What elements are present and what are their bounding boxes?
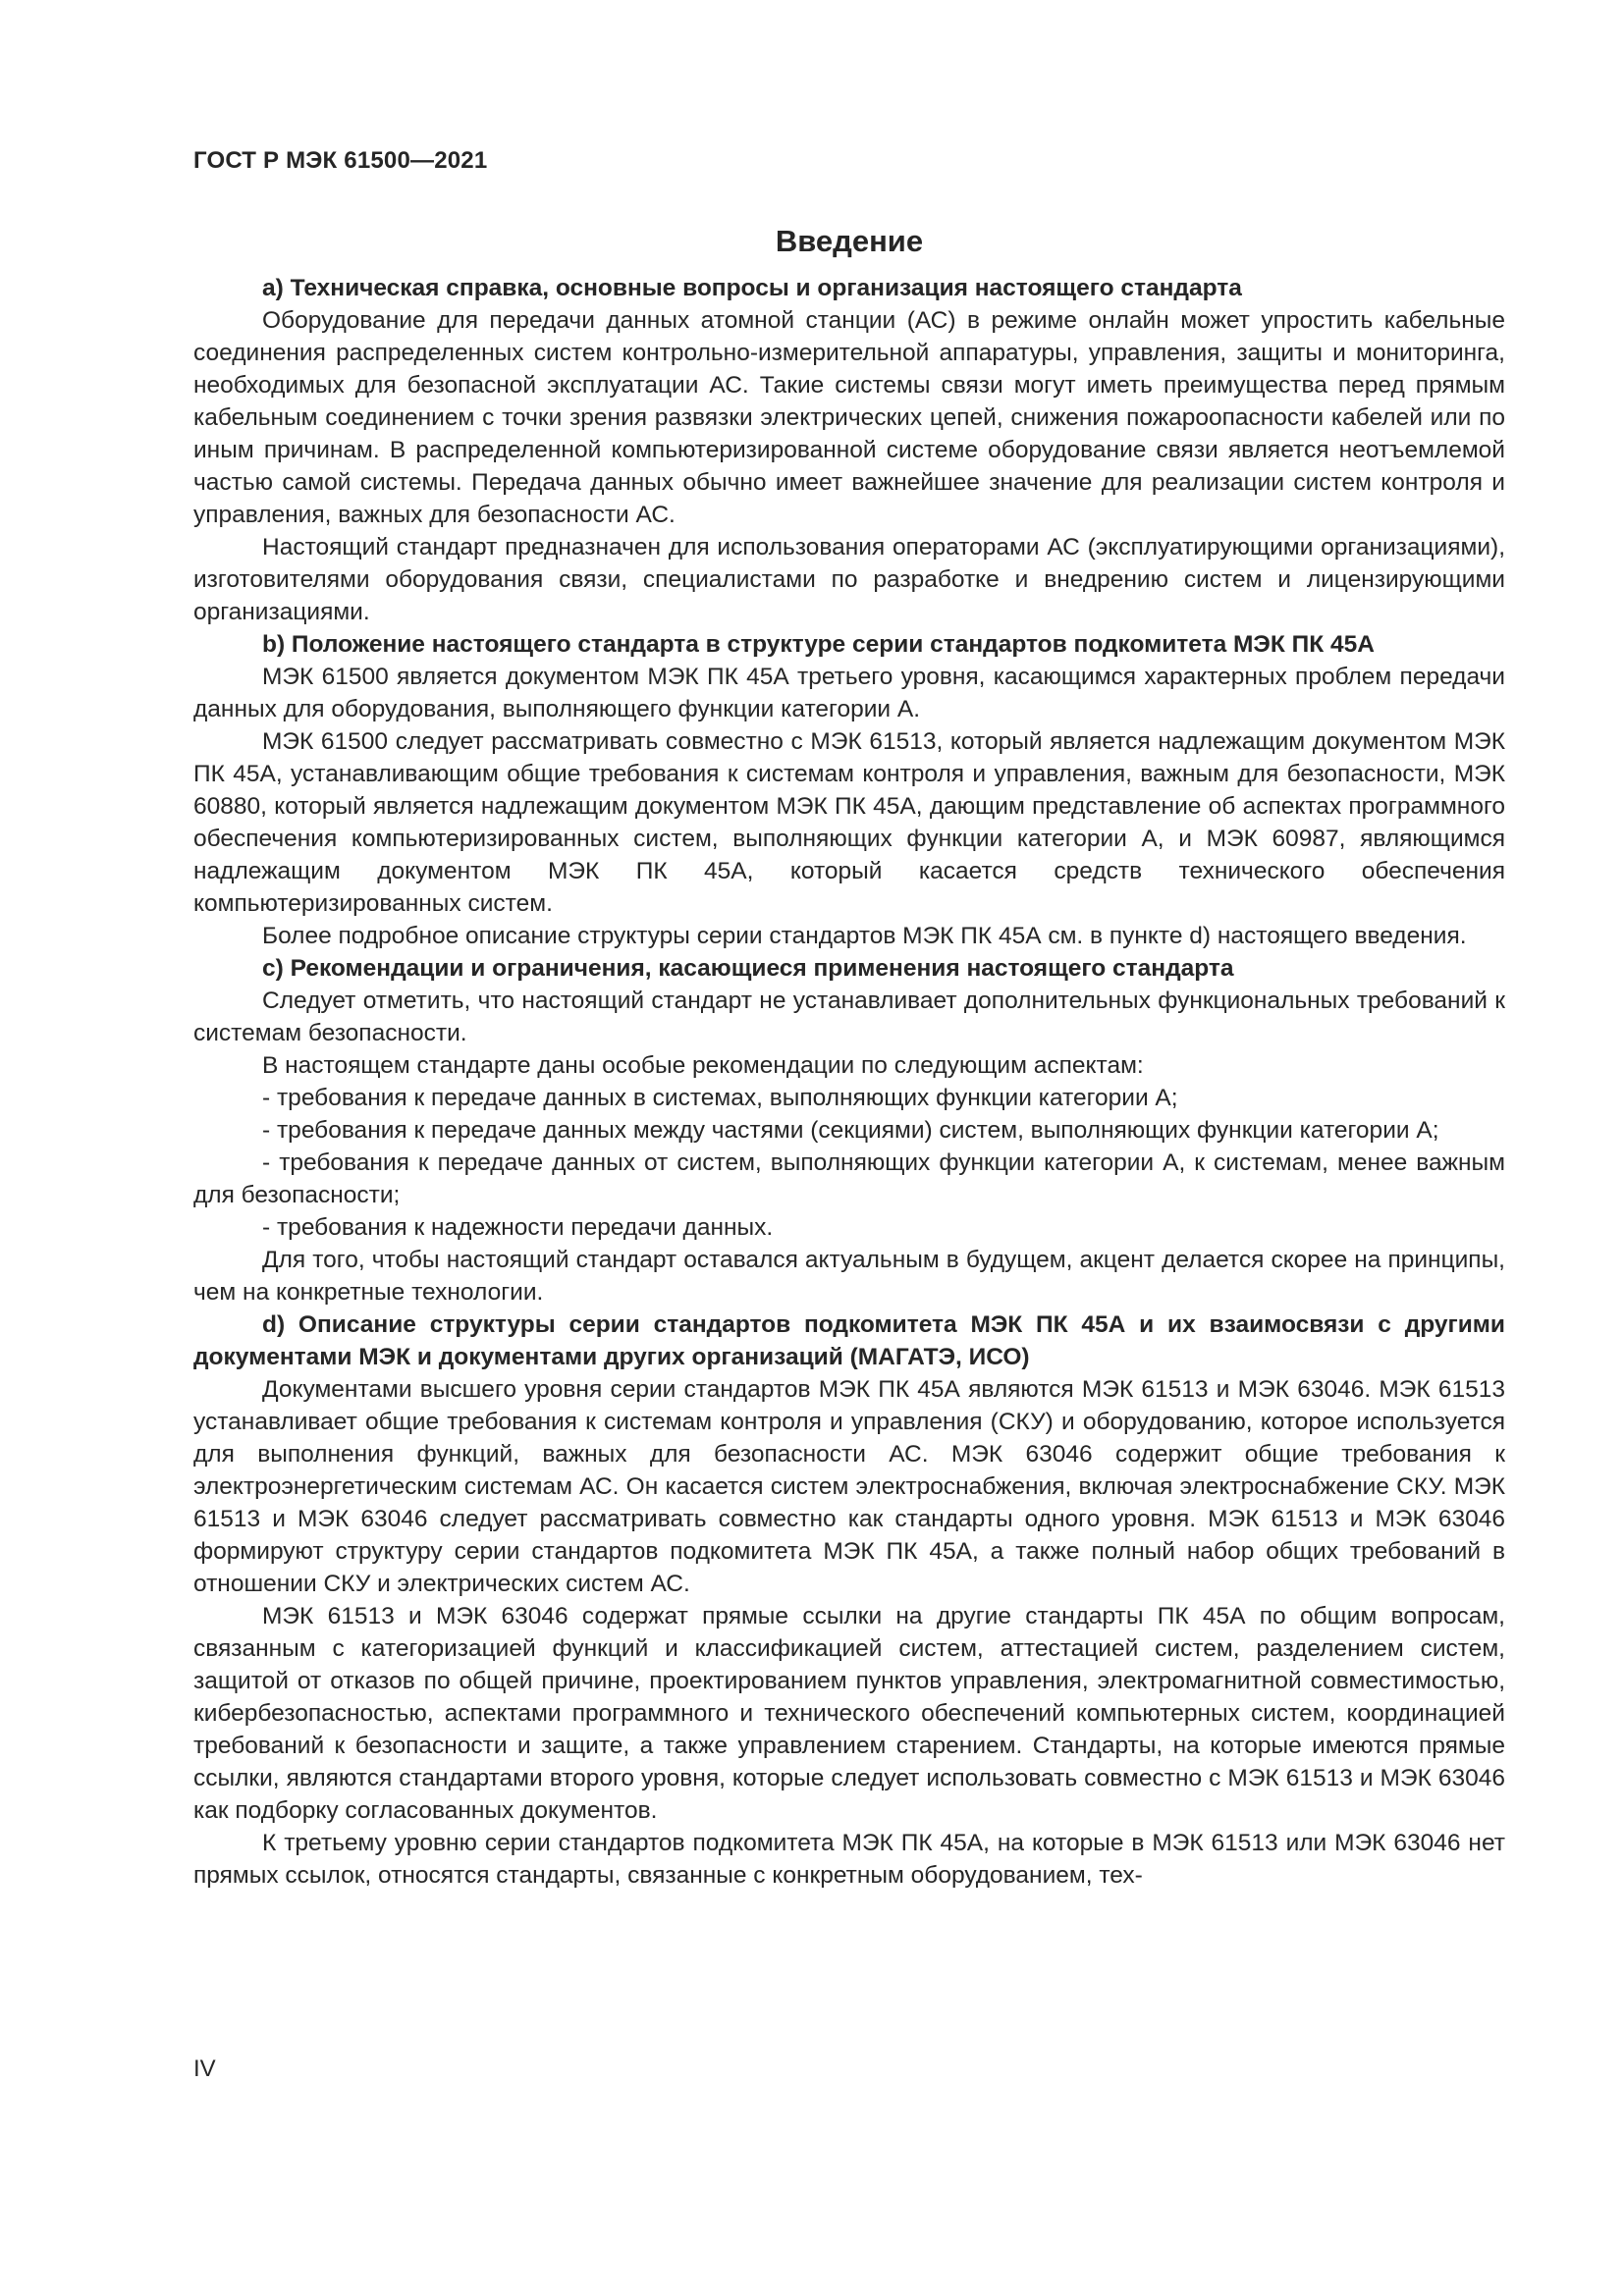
paragraph: В настоящем стандарте даны особые рекомендации по следующим аспектам: <box>262 1052 1144 1079</box>
section-c <box>193 952 1505 1308</box>
paragraph: К третьему уровню серии стандартов подкомитета МЭК ПК 45А, на которые в МЭК 61513 или МЭК 63046 нет прямых ссылок, относятся стандарты, связанные с конкретным оборудованием, тех- <box>193 1830 1505 1889</box>
section-heading: a) Техническая справка, основные вопросы и организация настоящего стандарта <box>262 275 1242 301</box>
page-content <box>193 222 1505 1892</box>
page-number: IV <box>193 2056 216 2082</box>
document-header: ГОСТ Р МЭК 61500—2021 <box>193 147 488 174</box>
paragraph: МЭК 61500 следует рассматривать совместно с МЭК 61513, который является надлежащим документом МЭК ПК 45А, устанавливающим общие требования к системам контроля и управления, важным для безопасности, МЭК 60880, который является надлежащим документом МЭК ПК 45А, дающим представление об аспектах программного обеспечения компьютеризированных систем, выполняющих функции категории А, и МЭК 60987, являющимся надлежащим документом МЭК ПК 45А, который касается средств технического обеспечения компьютеризированных систем. <box>193 728 1505 917</box>
paragraph: Для того, чтобы настоящий стандарт оставался актуальным в будущем, акцент делается скорее на принципы, чем на конкретные технологии. <box>193 1247 1505 1306</box>
list-item: - требования к передаче данных между частями (секциями) систем, выполняющих функции категории А; <box>262 1117 1439 1144</box>
paragraph: Оборудование для передачи данных атомной станции (АС) в режиме онлайн может упростить кабельные соединения распределенных систем контрольно-измерительной аппаратуры, управления, защиты и мониторинга, необходимых для безопасной эксплуатации АС. Такие системы связи могут иметь преимущества перед прямым кабельным соединением с точки зрения развязки электрических цепей, снижения пожароопасности кабелей или по иным причинам. В распределенной компьютеризированной системе оборудование связи является неотъемлемой частью самой системы. Передача данных обычно имеет важнейшее значение для реализации систем контроля и управления, важных для безопасности АС. <box>193 307 1505 528</box>
page-title: Введение <box>775 224 924 258</box>
paragraph: Документами высшего уровня серии стандартов МЭК ПК 45А являются МЭК 61513 и МЭК 63046. МЭК 61513 устанавливает общие требования к системам контроля и управления (СКУ) и оборудованию, которое используется для выполнения функций, важных для безопасности АС. МЭК 63046 содержит общие требования к электроэнергетическим системам АС. Он касается систем электроснабжения, включая электроснабжение СКУ. МЭК 61513 и МЭК 63046 следует рассматривать совместно как стандарты одного уровня. МЭК 61513 и МЭК 63046 формируют структуру серии стандартов подкомитета МЭК ПК 45А, а также полный набор общих требований в отношении СКУ и электрических систем АС. <box>193 1376 1505 1597</box>
list-item: - требования к надежности передачи данных. <box>262 1214 774 1241</box>
paragraph: МЭК 61513 и МЭК 63046 содержат прямые ссылки на другие стандарты ПК 45А по общим вопросам, связанным с категоризацией функций и классификацией систем, аттестацией систем, разделением систем, защитой от отказов по общей причине, проектированием пунктов управления, электромагнитной совместимостью, кибербезопасностью, аспектами программного и технического обеспечений компьютерных систем, координацией требований к безопасности и защите, а также управлением старением. Стандарты, на которые имеются прямые ссылки, являются стандартами второго уровня, которые следует использовать совместно с МЭК 61513 и МЭК 63046 как подборку согласованных документов. <box>193 1603 1505 1824</box>
paragraph: Более подробное описание структуры серии стандартов МЭК ПК 45А см. в пункте d) настоящего введения. <box>262 923 1467 949</box>
section-heading: d) Описание структуры серии стандартов подкомитета МЭК ПК 45А и их взаимосвязи с другими документами МЭК и документами других организаций (МАГАТЭ, ИСО) <box>193 1311 1505 1370</box>
section-a <box>193 272 1505 628</box>
section-d <box>193 1308 1505 1892</box>
list-item: - требования к передаче данных в системах, выполняющих функции категории А; <box>262 1085 1178 1111</box>
paragraph: Настоящий стандарт предназначен для использования операторами АС (эксплуатирующими организациями), изготовителями оборудования связи, специалистами по разработке и внедрению систем и лицензирующими организациями. <box>193 534 1505 625</box>
section-b <box>193 628 1505 952</box>
paragraph: МЭК 61500 является документом МЭК ПК 45А третьего уровня, касающимся характерных проблем передачи данных для оборудования, выполняющего функции категории А. <box>193 664 1505 722</box>
paragraph: Следует отметить, что настоящий стандарт не устанавливает дополнительных функциональных требований к системам безопасности. <box>193 988 1505 1046</box>
section-heading: b) Положение настоящего стандарта в структуре серии стандартов подкомитета МЭК ПК 45А <box>262 631 1375 658</box>
list-item: - требования к передаче данных от систем, выполняющих функции категории А, к системам, менее важным для безопасности; <box>193 1149 1505 1208</box>
section-heading: c) Рекомендации и ограничения, касающиеся применения настоящего стандарта <box>262 955 1234 982</box>
